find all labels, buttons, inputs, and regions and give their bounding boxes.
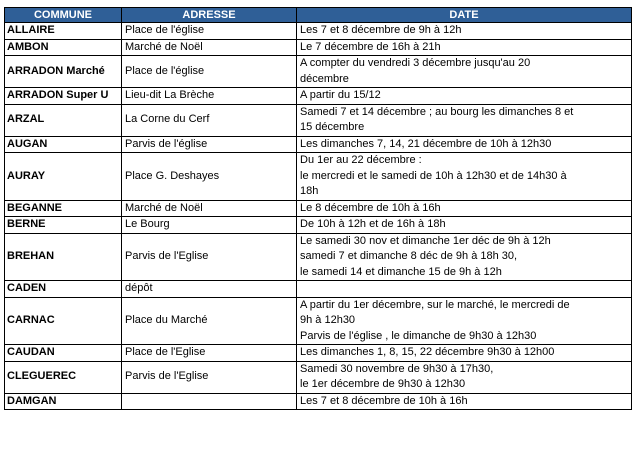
table-row — [5, 153, 632, 201]
commune-cell: BEGANNE — [5, 200, 122, 217]
date-cell: A partir du 1er décembre, sur le marché, le mercredi de 9h à 12h30 Parvis de l'église , le dimanche de 9h30 à 12h30 — [297, 297, 632, 345]
table-row — [5, 88, 632, 105]
date-cell: Les dimanches 7, 14, 21 décembre de 10h à 12h30 — [297, 136, 632, 153]
commune-cell: DAMGAN — [5, 393, 122, 410]
commune-cell: AUGAN — [5, 136, 122, 153]
table-row — [5, 104, 632, 136]
commune-cell: CAUDAN — [5, 345, 122, 362]
date-cell: A compter du vendredi 3 décembre jusqu'au 20 décembre — [297, 56, 632, 88]
date-cell: Le 8 décembre de 10h à 16h — [297, 200, 632, 217]
adresse-cell: dépôt — [122, 281, 297, 298]
commune-cell: CLEGUEREC — [5, 361, 122, 393]
header-row — [5, 8, 632, 23]
table-row — [5, 297, 632, 345]
date-cell: Le 7 décembre de 16h à 21h — [297, 39, 632, 56]
table-row — [5, 136, 632, 153]
table-row — [5, 200, 632, 217]
commune-cell: BREHAN — [5, 233, 122, 281]
commune-cell: ALLAIRE — [5, 23, 122, 40]
commune-cell: CARNAC — [5, 297, 122, 345]
header-date: DATE — [297, 8, 632, 23]
date-cell: Samedi 30 novembre de 9h30 à 17h30, le 1er décembre de 9h30 à 12h30 — [297, 361, 632, 393]
date-cell: De 10h à 12h et de 16h à 18h — [297, 217, 632, 234]
table-row — [5, 217, 632, 234]
date-cell: Les 7 et 8 décembre de 9h à 12h — [297, 23, 632, 40]
table-row — [5, 233, 632, 281]
schedule-table — [4, 7, 632, 410]
table-row — [5, 345, 632, 362]
adresse-cell — [122, 393, 297, 410]
adresse-cell: Place de l'église — [122, 56, 297, 88]
date-cell: Le samedi 30 nov et dimanche 1er déc de 9h à 12h samedi 7 et dimanche 8 déc de 9h à 18h 30, le samedi 14 et dimanche 15 de 9h à 12h — [297, 233, 632, 281]
commune-cell: CADEN — [5, 281, 122, 298]
adresse-cell: Place G. Deshayes — [122, 153, 297, 201]
commune-cell: ARZAL — [5, 104, 122, 136]
commune-cell: AURAY — [5, 153, 122, 201]
table-row — [5, 361, 632, 393]
table-row — [5, 56, 632, 88]
commune-cell: ARRADON Super U — [5, 88, 122, 105]
adresse-cell: Place de l'Eglise — [122, 345, 297, 362]
date-cell: Les 7 et 8 décembre de 10h à 16h — [297, 393, 632, 410]
date-cell: Du 1er au 22 décembre : le mercredi et le samedi de 10h à 12h30 et de 14h30 à 18h — [297, 153, 632, 201]
adresse-cell: Marché de Noël — [122, 200, 297, 217]
commune-cell: AMBON — [5, 39, 122, 56]
date-cell: Les dimanches 1, 8, 15, 22 décembre 9h30 à 12h00 — [297, 345, 632, 362]
table-row — [5, 23, 632, 40]
table-row — [5, 281, 632, 298]
date-cell: Samedi 7 et 14 décembre ; au bourg les dimanches 8 et 15 décembre — [297, 104, 632, 136]
adresse-cell: Lieu-dit La Brèche — [122, 88, 297, 105]
adresse-cell: Parvis de l'Eglise — [122, 361, 297, 393]
adresse-cell: Marché de Noël — [122, 39, 297, 56]
table-row — [5, 39, 632, 56]
date-cell — [297, 281, 632, 298]
adresse-cell: La Corne du Cerf — [122, 104, 297, 136]
adresse-cell: Parvis de l'Eglise — [122, 233, 297, 281]
adresse-cell: Place du Marché — [122, 297, 297, 345]
date-cell: A partir du 15/12 — [297, 88, 632, 105]
schedule-table-container — [4, 7, 631, 410]
adresse-cell: Place de l'église — [122, 23, 297, 40]
commune-cell: ARRADON Marché — [5, 56, 122, 88]
adresse-cell: Parvis de l'église — [122, 136, 297, 153]
header-commune: COMMUNE — [5, 8, 122, 23]
table-row — [5, 393, 632, 410]
adresse-cell: Le Bourg — [122, 217, 297, 234]
commune-cell: BERNE — [5, 217, 122, 234]
header-adresse: ADRESSE — [122, 8, 297, 23]
